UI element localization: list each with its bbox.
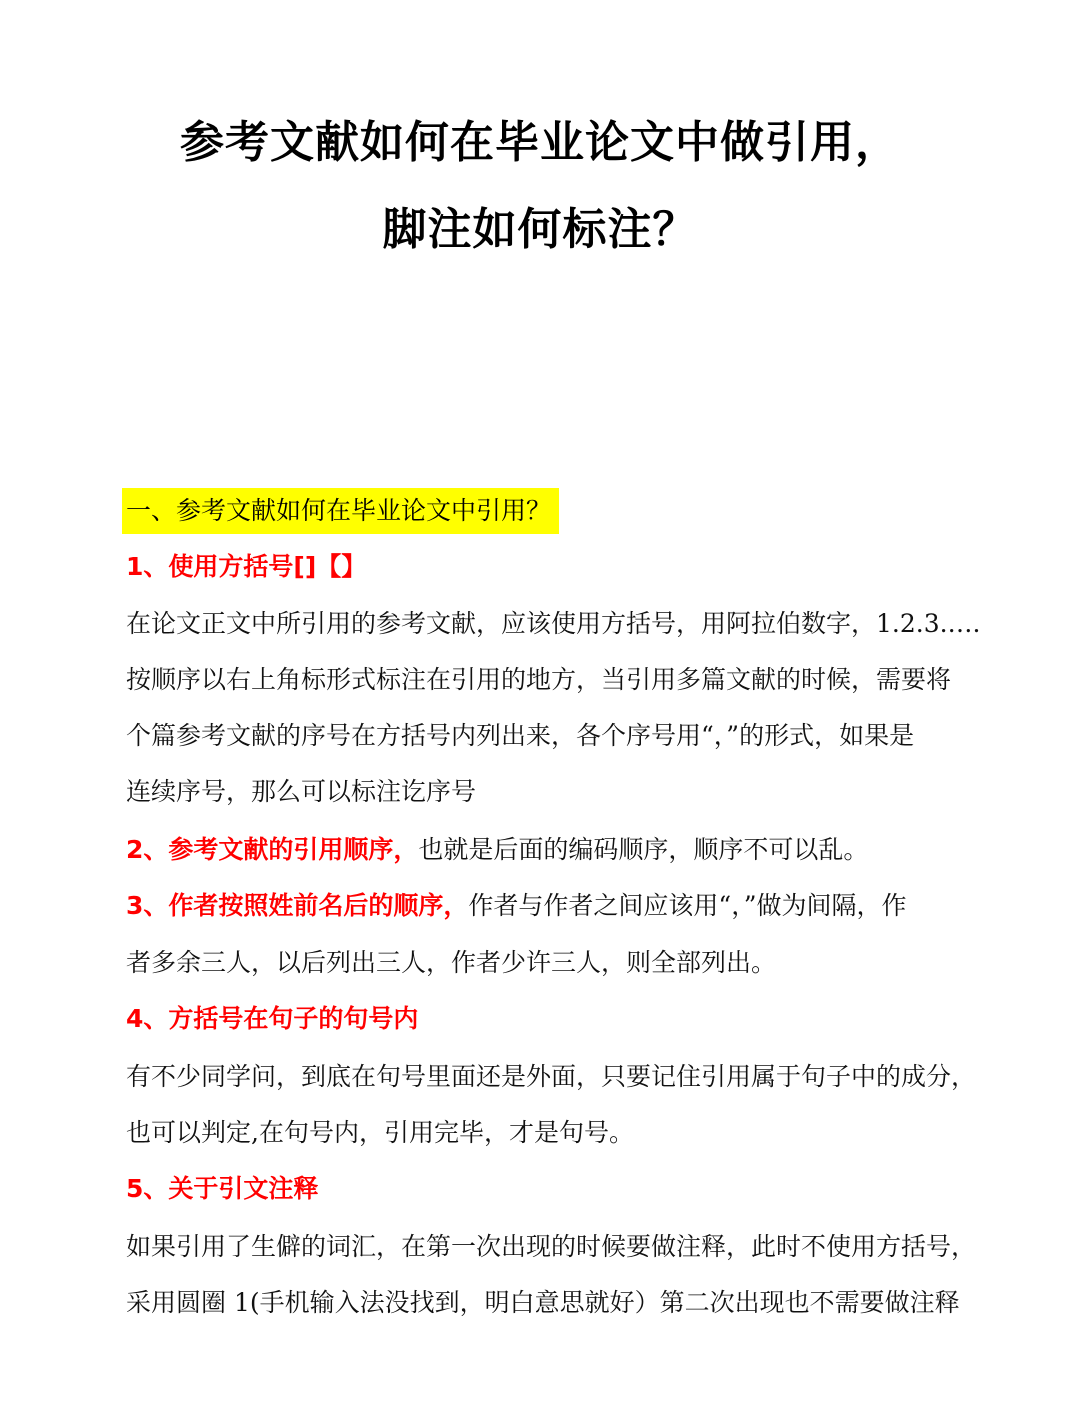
section-heading-highlighted: 一、参考文献如何在毕业论文中引用？ [122,488,559,534]
item-4-line-1: 有不少同学问，到底在句号里面还是外面，只要记住引用属于句子中的成分， [126,1062,977,1091]
item-1-line-3: 个篇参考文献的序号在方括号内列出来，各个序号用“，”的形式，如果是 [126,721,915,750]
item-1-line-1: 在论文正文中所引用的参考文献，应该使用方括号，用阿拉伯数字，1.2.3.…. [126,609,981,638]
item-5-label: 5、关于引文注释 [126,1174,319,1203]
item-2-label: 2、参考文献的引用顺序， [126,835,419,864]
item-3-text: 作者与作者之间应该用“，”做为间隔，作 [468,891,907,920]
item-4-label: 4、方括号在句子的句号内 [126,1004,419,1033]
item-2-paragraph [126,822,966,878]
item-2-text: 也就是后面的编码顺序，顺序不可以乱。 [418,835,869,864]
item-1-label: 1、使用方括号[]【】 [126,552,367,581]
item-5-line-2: 采用圆圈 1(手机输入法没找到，明白意思就好）第二次出现也不需要做注释 [126,1288,960,1317]
item-3-line-2: 者多余三人，以后列出三人，作者少许三人，则全部列出。 [126,948,777,977]
page-title-line-2: 脚注如何标注？ [382,204,698,255]
page-title-line-1: 参考文献如何在毕业论文中做引用， [180,117,900,168]
item-5-line-1: 如果引用了生僻的词汇，在第一次出现的时候要做注释，此时不使用方括号， [126,1232,977,1261]
item-4-line-2: 也可以判定,在句号内，引用完毕，才是句号。 [126,1118,634,1147]
item-1-line-2: 按顺序以右上角标形式标注在引用的地方，当引用多篇文献的时候，需要将 [126,665,952,694]
item-3-label: 3、作者按照姓前名后的顺序， [126,891,469,920]
item-3-paragraph [126,878,966,934]
item-1-line-4: 连续序号，那么可以标注讫序号 [126,777,477,806]
